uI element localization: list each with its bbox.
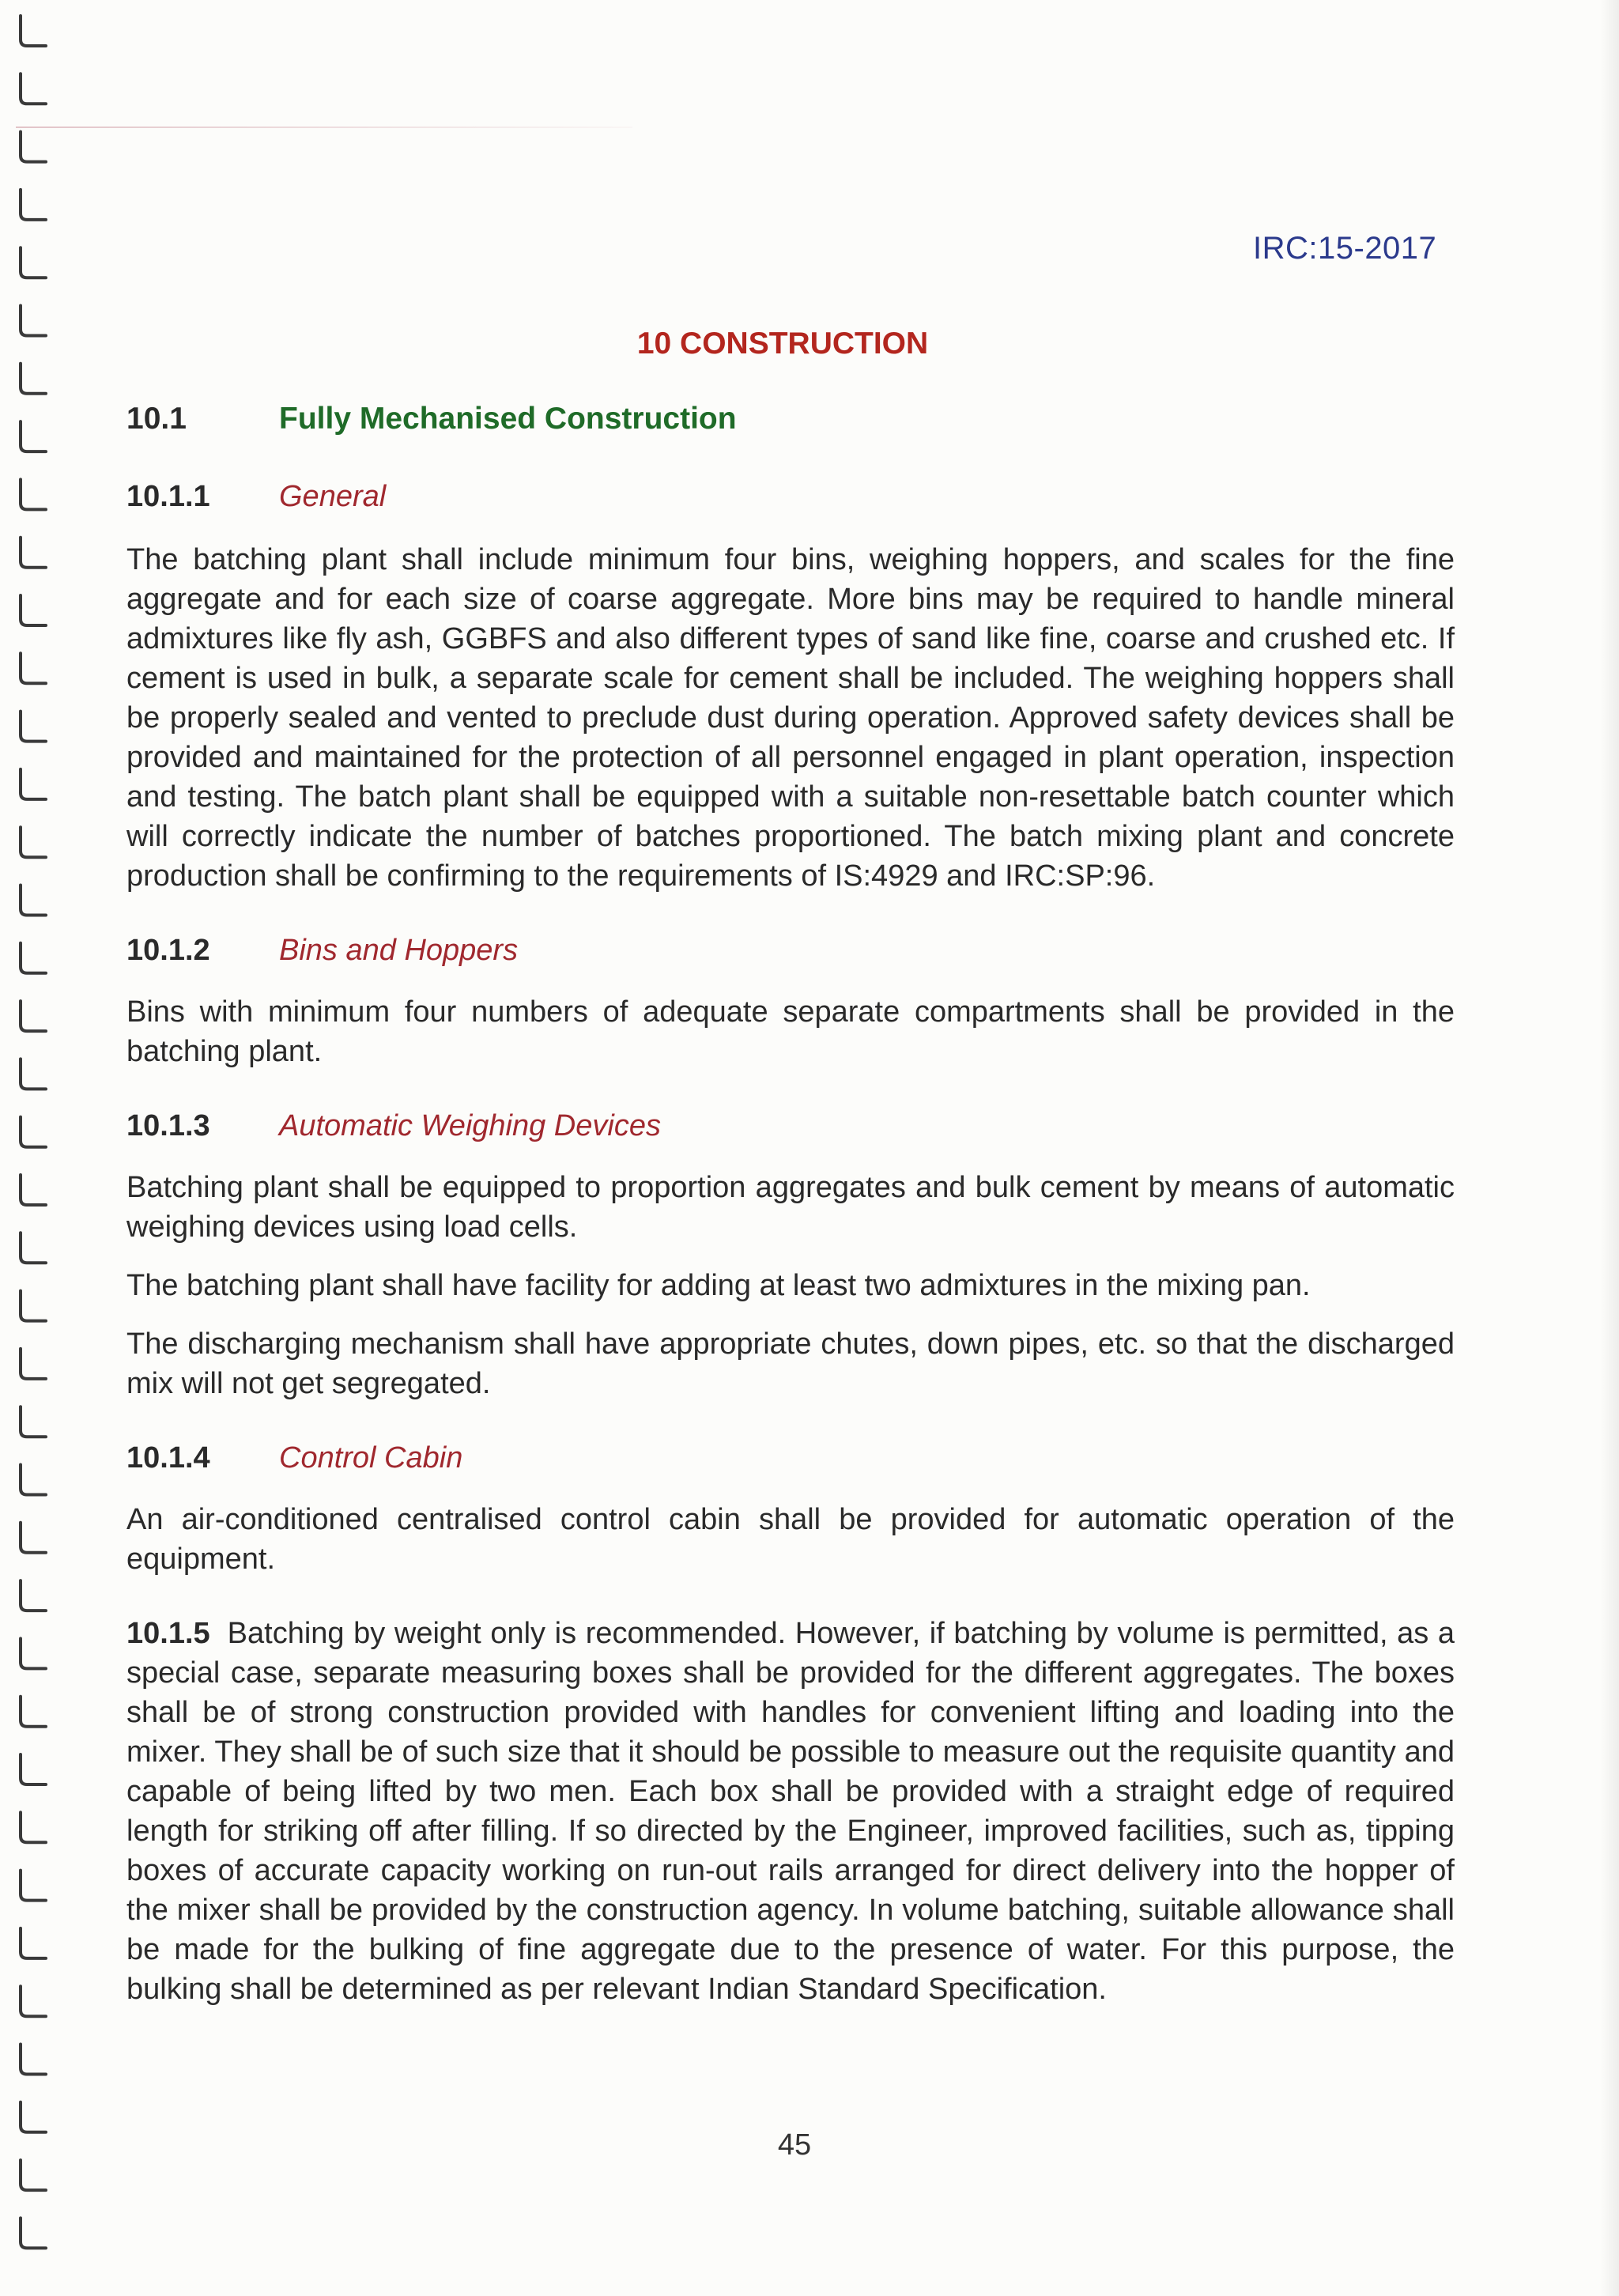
binding-ring: [21, 1349, 46, 1379]
binding-ring: [21, 769, 46, 799]
binding-ring: [21, 190, 46, 220]
page-number: 45: [777, 2128, 812, 2162]
binding-ring: [21, 1291, 46, 1321]
binding-ring: [21, 1233, 46, 1263]
binding-ring: [21, 421, 46, 451]
page-content: [126, 380, 1455, 2009]
binding-ring: [21, 1523, 46, 1553]
subsection-title: Bins and Hoppers: [279, 934, 519, 967]
binding-ring: [21, 2045, 46, 2075]
binding-ring: [21, 1580, 46, 1611]
subsection-number: 10.1.2: [126, 934, 210, 967]
binding-ring: [21, 1117, 46, 1147]
subsection-number: 10.1.3: [126, 1109, 210, 1142]
section-title: Fully Mechanised Construction: [279, 402, 737, 436]
chapter-title: 10 CONSTRUCTION: [636, 327, 929, 361]
binding-ring: [21, 1001, 46, 1031]
subsection-title: General: [279, 480, 387, 513]
paragraph-10-1-5: [126, 1614, 1455, 2009]
paragraph: The batching plant shall include minimum four bins, weighing hoppers, and scales for the fine aggregate and for each size of coarse aggregate. More bins may be required to handle mineral admixtures like fly ash, GGBFS and also different types of sand like fine, coarse and crushed etc. If cement is used in bulk, a separate scale for cement shall be included. The weighing hoppers shall be properly sealed and vented to preclude dust during operation. Approved safety devices shall be provided and maintained for the protection of all personnel engaged in plant operation, inspection and testing. The batch plant shall be equipped with a suitable non-resettable batch counter which will correctly indicate the number of batches proportioned. The batch mixing plant and concrete production shall be confirming to the requirements of IS:4929 and IRC:SP:96.: [126, 543, 1455, 893]
binding-ring: [21, 364, 46, 394]
subsection-title: Automatic Weighing Devices: [279, 1109, 661, 1142]
binding-ring: [21, 132, 46, 162]
binding-ring: [21, 712, 46, 742]
binding-ring: [21, 1754, 46, 1784]
section-number: 10.1: [126, 402, 187, 436]
binding-ring: [21, 1697, 46, 1727]
binding-ring: [21, 886, 46, 916]
binding-ring: [21, 1407, 46, 1437]
binding-ring: [21, 1871, 46, 1901]
binding-ring: [21, 2160, 46, 2190]
binding-ring: [21, 1928, 46, 1958]
binding-ring: [21, 1059, 46, 1089]
paragraph: Bins with minimum four numbers of adequate separate compartments shall be provided in the batching plant.: [126, 995, 1455, 1068]
subsection-heading-10-1-2: [126, 931, 1455, 970]
binding-ring: [21, 247, 46, 278]
binding-ring: [21, 74, 46, 104]
subsection-heading-10-1-3: [126, 1106, 1455, 1146]
binding-ring: [21, 1175, 46, 1205]
binding-ring: [21, 943, 46, 973]
binding-ring: [21, 538, 46, 568]
paragraph: Batching plant shall be equipped to proportion aggregates and bulk cement by means of automatic weighing devices using load cells.: [126, 1171, 1455, 1244]
subsection-number: 10.1.4: [126, 1441, 210, 1475]
subsection-heading-10-1-4: [126, 1438, 1455, 1478]
top-decorative-line: [16, 127, 632, 128]
document-code: IRC:15-2017: [1253, 231, 1437, 266]
subsection-number: 10.1.5: [126, 1617, 210, 1650]
binding-ring: [21, 1638, 46, 1668]
section-heading: [126, 399, 1455, 439]
binding-ring: [21, 16, 46, 46]
paragraph-text: Batching by weight only is recommended. However, if batching by volume is permitted, as a special case, separate measuring boxes shall be provided for the different aggregates. The boxes shall be of strong construction provided with handles for convenient lifting and loading into the mixer. They shall be of such size that it should be possible to measure out the requisite quantity and capable of being lifted by two men. Each box shall be provided with a straight edge of required length for striking off after filling. If so directed by the Engineer, improved facilities, such as, tipping boxes of accurate capacity working on run-out rails arranged for direct delivery into the hopper of the mixer shall be provided by the construction agency. In volume batching, suitable allowance shall be made for the bulking of fine aggregate due to the presence of water. For this purpose, the bulking shall be determined as per relevant Indian Standard Specification.: [126, 1617, 1455, 2006]
binding-ring: [21, 653, 46, 683]
subsection-heading-10-1-1: [126, 477, 1455, 516]
binding-ring: [21, 827, 46, 857]
binding-ring: [21, 2218, 46, 2248]
paragraph: The discharging mechanism shall have appropriate chutes, down pipes, etc. so that the discharged mix will not get segregated.: [126, 1327, 1455, 1400]
binding-ring: [21, 479, 46, 509]
binding-ring: [21, 1812, 46, 1842]
binding-ring: [21, 595, 46, 625]
paragraph: The batching plant shall have facility for adding at least two admixtures in the mixing pan.: [126, 1269, 1311, 1302]
subsection-title: Control Cabin: [279, 1441, 463, 1475]
paragraph: An air-conditioned centralised control cabin shall be provided for automatic operation of the equipment.: [126, 1503, 1455, 1576]
page-edge-shadow: [1600, 0, 1619, 2296]
subsection-number: 10.1.1: [126, 480, 210, 513]
binding-ring: [21, 1465, 46, 1495]
binding-ring: [21, 1986, 46, 2016]
